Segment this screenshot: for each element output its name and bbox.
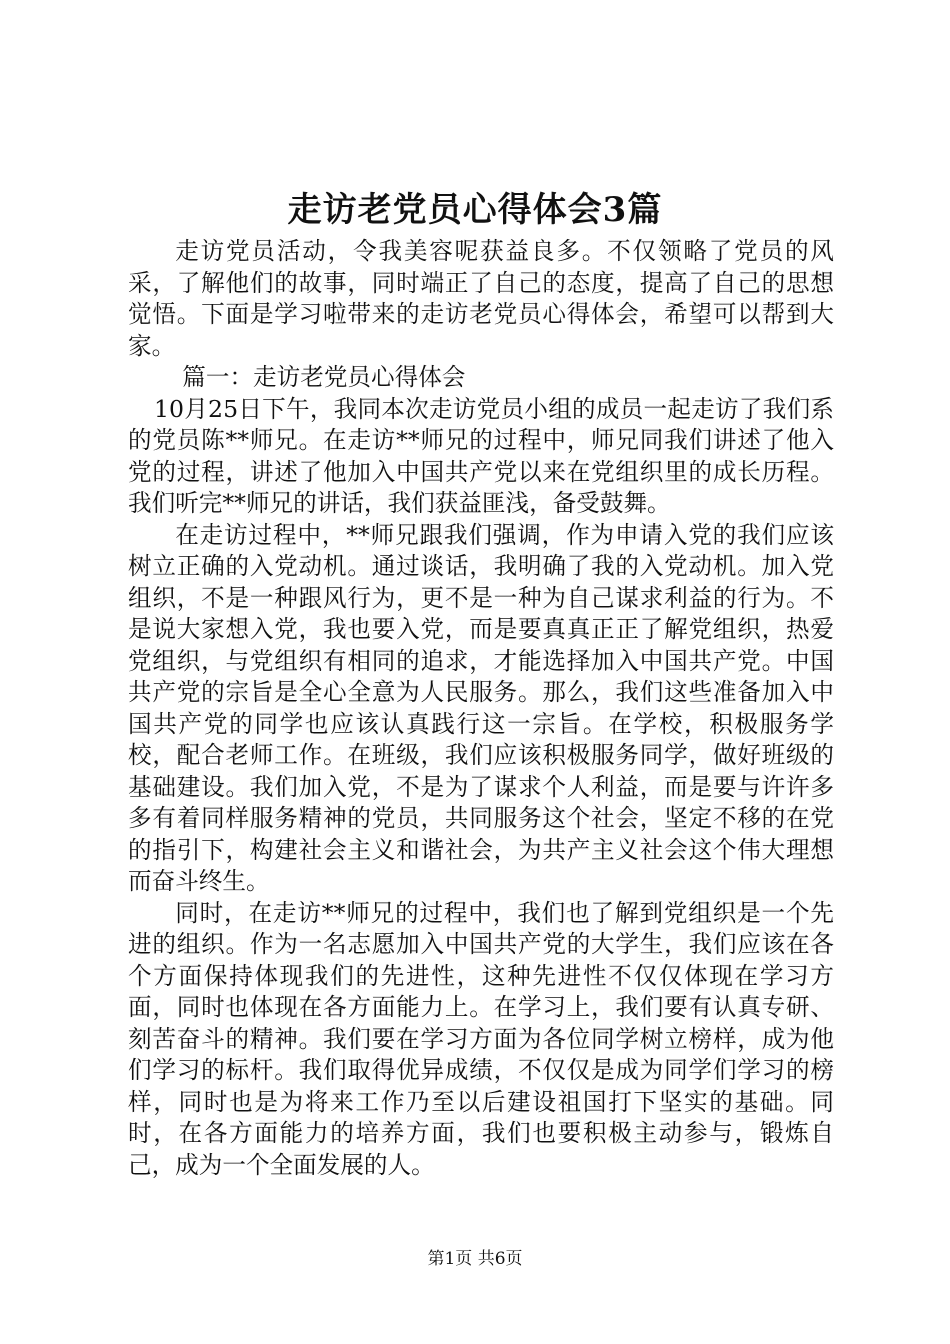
section-heading: 篇一：走访老党员心得体会 (182, 363, 466, 391)
page-footer: 第1页 共6页 (427, 1249, 523, 1269)
intro-paragraph: 走访党员活动，令我美容呢获益良多。不仅领略了党员的风采，了解他们的故事，同时端正了自己的态度，提高了自己的思想觉悟。下面是学习啦带来的走访老党员心得体会，希望可以帮到大家。 (128, 237, 834, 360)
body-paragraph-3: 同时，在走访**师兄的过程中，我们也了解到党组织是一个先进的组织。作为一名志愿加入中国共产党的大学生，我们应该在各个方面保持体现我们的先进性，这种先进性不仅仅体现在学习方面，同时也体现在各方面能力上。在学习上，我们要有认真专研、刻苦奋斗的精神。我们要在学习方面为各位同学树立榜样，成为他们学习的标杆。我们取得优异成绩，不仅仅是成为同学们学习的榜样，同时也是为将来工作乃至以后建设祖国打下坚实的基础。同时，在各方面能力的培养方面，我们也要积极主动参与，锻炼自己，成为一个全面发展的人。 (128, 898, 834, 1179)
body-paragraph-2: 在走访过程中，**师兄跟我们强调，作为申请入党的我们应该树立正确的入党动机。通过谈话，我明确了我的入党动机。加入党组织，不是一种跟风行为，更不是一种为自己谋求利益的行为。不是说大家想入党，我也要入党，而是要真真正正了解党组织，热爱党组织，与党组织有相同的追求，才能选择加入中国共产党。中国共产党的宗旨是全心全意为人民服务。那么，我们这些准备加入中国共产党的同学也应该认真践行这一宗旨。在学校，积极服务学校，配合老师工作。在班级，我们应该积极服务同学，做好班级的基础建设。我们加入党，不是为了谋求个人利益，而是要与许许多多有着同样服务精神的党员，共同服务这个社会，坚定不移的在党的指引下，构建社会主义和谐社会，为共产主义社会这个伟大理想而奋斗终生。 (128, 520, 834, 895)
document-title: 走访老党员心得体会3篇 (287, 190, 663, 230)
body-paragraph-1: 10月25日下午，我同本次走访党员小组的成员一起走访了我们系的党员陈**师兄。在走访**师兄的过程中，师兄同我们讲述了他入党的过程，讲述了他加入中国共产党以来在党组织里的成长历程。我们听完**师兄的讲话，我们获益匪浅，备受鼓舞。 (128, 394, 834, 517)
document-body (128, 236, 834, 1181)
